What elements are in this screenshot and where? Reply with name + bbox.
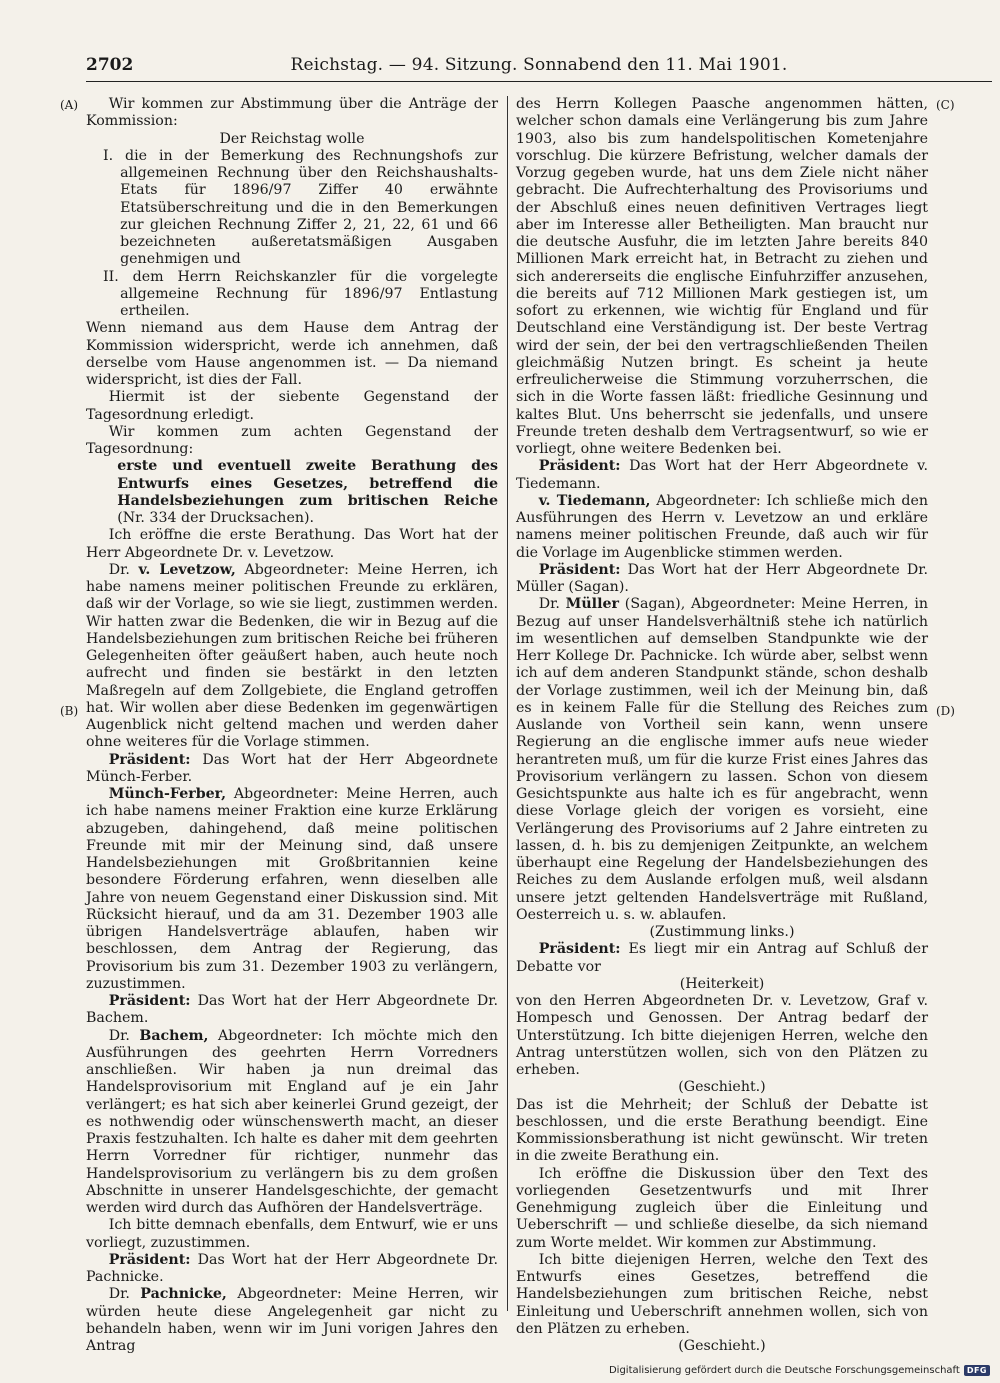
speech: Dr. v. Levetzow, Abgeordneter: Meine Herren, ich habe namens meiner politischen Freunde zu erklären, daß wir der Vorlage, so wie sie liegt, zustimmen werden. Wir hatten zwar die Bedenken, die wir in Bezug auf die Handelsbeziehungen zum britischen Reiche bei früheren Gelegenheiten öfter geäußert haben, auch heute noch aufrecht und finden sie bestärkt in den letzten Maßregeln auf dem Zollgebiete, die England getroffen hat. Wir wollen aber diese Bedenken im gegenwärtigen Augenblick nicht geltend machen und werden daher ohne weiteres für die Vorlage stimmen. [86,561,498,751]
list-item: II. dem Herrn Reichskanzler für die vorgelegte allgemeine Rechnung für 1896/97 Entlastung ertheilen. [103,268,498,319]
speaker-name: v. Tiedemann, [538,492,651,509]
speaker-name: Bachem, [139,1027,209,1044]
speaker-name: Präsident: [108,993,191,1009]
speech: Dr. Bachem, Abgeordneter: Ich möchte mich den Ausführungen des geehrten Herrn Vorredners anschließen. Wir haben ja nun dreimal das Handelsprovisorium mit England auf je ein Jahr verlängert; es hat sich aber keinerlei Grund gezeigt, der es nothwendig oder wünschenswerth macht, an dieser Praxis festzuhalten. Ich halte es daher mit dem geehrten Herrn Vorredner für richtiger, nunmehr das Handelsprovisorium zu verlängern bis zu dem großen Abschnitte in unserer Handelsgeschichte, der gemacht werden wird durch das Aufhören der Handelsverträge. [86,1027,498,1216]
interjection: (Heiterkeit) [679,975,765,992]
interjection: (Geschieht.) [678,1338,766,1354]
speaker-name: Präsident: [108,751,191,768]
speaker-name: Münch-Ferber, [108,786,227,802]
speaker-name: Präsident: [538,458,621,475]
footer-text: Digitalisierung gefördert durch die Deutsche Forschungsgemeinschaft [608,1365,960,1376]
list-item: I. die in der Bemerkung des Rechnungshofs zur allgemeinen Rechnung über den Reichshaushalts-Etats für 1896/97 Ziffer 40 erwähnte Etatsüberschreitung und die in den Bemerkungen zur gleichen Rechnung Ziffer 2, 21, 22, 61 und 66 bezeichneten außeretatsmäßigen Ausgaben genehmigen und [103,147,498,268]
speech: Präsident: Es liegt mir ein Antrag auf Schluß der Debatte vor [516,941,928,975]
paragraph: Wir kommen zur Abstimmung über die Anträge der Kommission: [86,96,498,130]
paragraph: Ich eröffne die erste Berathung. Das Wort hat der Herr Abgeordnete Dr. v. Levetzow. [86,527,498,561]
speech: Präsident: Das Wort hat der Herr Abgeordnete v. Tiedemann. [516,458,928,492]
interjection: (Geschieht.) [678,1079,766,1096]
margin-mark-b: (B) [60,704,79,718]
paragraph: Hiermit ist der siebente Gegenstand der Tagesordnung erledigt. [86,389,498,423]
column-divider [507,96,508,1311]
page-header [86,55,992,82]
margin-mark-d: (D) [936,704,955,718]
paragraph: Wir kommen zum achten Gegenstand der Tagesordnung: [86,423,498,457]
margin-mark-c: (C) [936,98,955,112]
speech: Dr. Müller (Sagan), Abgeordneter: Meine Herren, in Bezug auf unser Handelsverhältniß stehe ich natürlich im wesentlichen auf demselben Standpunkte wie der Herr Kollege Dr. Pachnicke. Ich würde aber, selbst wenn ich auf dem anderen Standpunkt stände, schon deshalb der Vorlage zustimmen, weil ich der Meinung bin, daß es in keinem Falle für die Stellung des Reiches zum Auslande von Vortheil sein kann, wenn unsere Regierung an die englische immer aufs neue wieder herantreten muß, um für die kurze Frist eines Jahres das Provisorium verlängern zu lassen. Schon von diesem Gesichtspunkte aus halte ich es für angebracht, wenn diese Vorlage gleich der vorigen es vorsieht, eine Verlängerung des Provisoriums auf 2 Jahre eintreten zu lassen, d. h. bis zu demjenigen Zeitpunkte, an welchem überhaupt eine Regelung der Handelsbeziehungen des Reiches zu dem Auslande erfolgen muß, weil alsdann unsere jetzt geltenden Handelsverträge mit Rußland, Oesterreich u. s. w. ablaufen. [516,596,928,923]
speech: Münch-Ferber, Abgeordneter: Meine Herren, auch ich habe namens meiner Fraktion eine kurze Erklärung abzugeben, dahingehend, daß meine politischen Freunde mit mir der Meinung sind, daß unsere Handelsbeziehungen mit Großbritannien keine besondere Förderung erfahren, wenn dieselben alle Jahre von neuem Gegenstand einer Diskussion sind. Mit Rücksicht hierauf, und da am 31. Dezember 1903 alle übrigen Handelsverträge ablaufen, haben wir beschlossen, dem Antrag der Regierung, das Provisorium bis zum 31. Dezember 1903 zu verlängern, zuzustimmen. [86,786,498,992]
interjection: (Zustimmung links.) [649,924,795,940]
page-number: 2702 [86,55,134,75]
speech: Präsident: Das Wort hat der Herr Abgeordnete Dr. Müller (Sagan). [516,561,928,595]
speech: Präsident: Das Wort hat der Herr Abgeordnete Münch-Ferber. [86,751,498,785]
dfg-logo: DFG [964,1365,990,1376]
paragraph: Wenn niemand aus dem Hause dem Antrag der Kommission widerspricht, werde ich annehmen, daß derselbe vom Hause angenommen ist. — Da niemand widerspricht, ist dies der Fall. [86,320,498,388]
speaker-name: Pachnicke, [140,1286,227,1303]
speaker-name: Müller [565,596,619,613]
footer [609,1365,990,1376]
agenda-item-title: erste und eventuell zweite Berathung des Entwurfs eines Gesetzes, betreffend die Handelsbeziehungen zum britischen Reiche [117,458,498,509]
paragraph: Ich bitte demnach ebenfalls, dem Entwurf, wie er uns vorliegt, zuzustimmen. [86,1217,498,1251]
speaker-name: v. Levetzow, [138,561,236,578]
paragraph: Ich bitte diejenigen Herren, welche den Text des Entwurfs eines Gesetzes, betreffend die Handelsbeziehungen zum britischen Reiche, nebst Einleitung und Ueberschrift annehmen wollen, sich von den Plätzen zu erheben. [516,1251,928,1337]
paragraph: Ich eröffne die Diskussion über den Text des vorliegenden Gesetzentwurfs und mit Ihrer Genehmigung zugleich über die Einleitung und Ueberschrift — und schließe dieselbe, da sich niemand zum Worte meldet. Wir kommen zur Abstimmung. [516,1165,928,1251]
left-column [86,96,498,1355]
speech: Präsident: Das Wort hat der Herr Abgeordnete Dr. Pachnicke. [86,1251,498,1285]
paragraph: von den Herren Abgeordneten Dr. v. Levetzow, Graf v. Hompesch und Genossen. Der Antrag bedarf der Unterstützung. Ich bitte diejenigen Herren, welche den Antrag unterstützen wollen, sich von den Plätzen zu erheben. [516,993,928,1078]
speaker-name: Präsident: [108,1251,191,1268]
running-title: Reichstag. — 94. Sitzung. Sonnabend den 11. Mai 1901. [290,55,788,75]
speaker-name: Präsident: [538,561,621,578]
speech: v. Tiedemann, Abgeordneter: Ich schließe mich den Ausführungen des Herrn v. Levetzow an und erkläre namens meiner politischen Freunde, daß auch wir für die Vorlage im Augenblicke stimmen werden. [516,492,928,561]
paragraph: Der Reichstag wolle [219,130,365,147]
margin-mark-a: (A) [60,98,79,112]
speech: Dr. Pachnicke, Abgeordneter: Meine Herren, wir würden heute diese Angelegenheit gar nicht zu behandeln haben, wenn wir im Juni vorigen Jahres den Antrag [86,1286,498,1354]
agenda-item: erste und eventuell zweite Berathung des Entwurfs eines Gesetzes, betreffend die Handelsbeziehungen zum britischen Reiche (Nr. 334 der Drucksachen). [117,458,498,526]
right-column [516,96,928,1355]
speaker-name: Präsident: [538,941,621,958]
speech: Präsident: Das Wort hat der Herr Abgeordnete Dr. Bachem. [86,993,498,1027]
paragraph: des Herrn Kollegen Paasche angenommen hätten, welcher schon damals eine Verlängerung bis zum Jahre 1903, also bis zum handelspolitischen Kometenjahre vorschlug. Die kürzere Befristung, welcher damals der Vorzug gegeben wurde, hat uns dem Ziele nicht näher gebracht. Die Aufrechterhaltung des Provisoriums und der Abschluß eines neuen definitiven Vertrages liegt aber im Interesse aller Betheiligten. Man braucht nur die deutsche Ausfuhr, die im letzten Jahre bereits 840 Millionen Mark erreicht hat, in Betracht zu ziehen und sich andererseits die englische Einfuhrziffer anzusehen, die bereits auf 712 Millionen Mark gestiegen ist, um sofort zu erkennen, wie wichtig für England und für Deutschland eine Verständigung ist. Der beste Vertrag wird der sein, der bei den vertragschließenden Theilen gleichmäßig Nutzen bringt. Es scheint ja heute erfreulicherweise die Stimmung vorzuherrschen, die sich in die Worte fassen läßt: friedliche Gesinnung und kaltes Blut. Uns beherrscht sie jedenfalls, und unsere Freunde treten deshalb dem Vertragsentwurf, so wie er vorliegt, ohne weitere Bedenken bei. [516,96,928,457]
paragraph: Das ist die Mehrheit; der Schluß der Debatte ist beschlossen, und die erste Berathung beendigt. Eine Kommissionsberathung ist nicht gewünscht. Wir treten in die zweite Berathung ein. [516,1096,928,1165]
